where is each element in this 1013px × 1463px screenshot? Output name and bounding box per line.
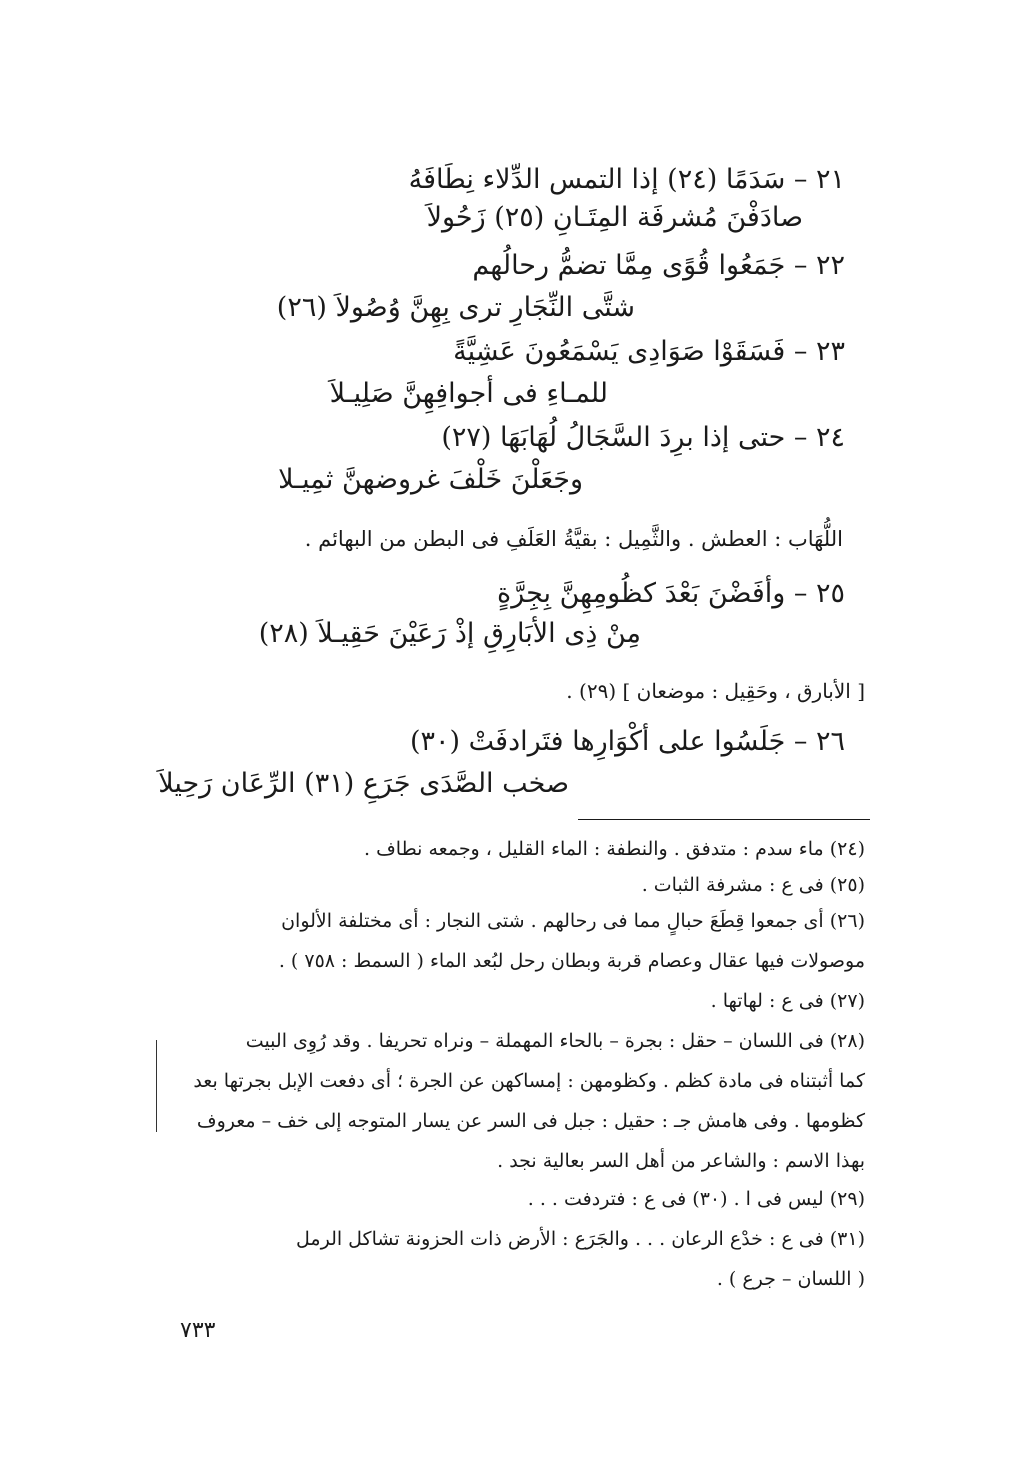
verse-26-first-hemistich: ٢٦ – جَلَسُوا على أكْوَارِها فتَرادفَتْ (٣٠)	[409, 726, 845, 757]
footnote-28-line-4: بهذا الاسم : والشاعر من أهل السر بعالية نجد .	[497, 1150, 865, 1172]
footnote-31-line-1: (٣١) فى ع : خدْع الرعان . . . والجَرَع : الأرض ذات الحزونة تشاكل الرمل	[296, 1228, 865, 1250]
footnote-25: (٢٥) فى ع : مشرفة الثبات .	[641, 874, 865, 896]
verse-21-second-hemistich: صادَفْنَ مُشرفَة المِتَـانِ (٢٥) زَحُولاَ	[426, 202, 803, 233]
footnote-26-line-2: موصولات فيها عقال وعصام قربة وبطان رحل لبُعد الماء ( السمط : ٧٥٨ ) .	[278, 950, 865, 972]
gloss-lines-1: اللُّهَاب : العطش . والثَّمِيل : بقيَّةُ العَلَفِ فى البطن من البهائم .	[304, 527, 843, 551]
footnote-31-line-2: ( اللسان – جرع ) .	[716, 1268, 865, 1290]
verse-24-first-hemistich: ٢٤ – حتى إذا برِدَ السَّجَالُ لُهَابَهَا (٢٧)	[441, 422, 845, 453]
gloss-lines-2: [ الأبارق ، وحَقِيل : موضعان ] (٢٩) .	[566, 679, 865, 703]
verse-21-first-hemistich: ٢١ – سَدَمًا (٢٤) إذا التمس الدِّلاء نِطَافَهُ	[408, 164, 845, 195]
footnote-26-line-1: (٢٦) أى جمعوا قِطَعَ حبالٍ مما فى رحالهم . شتى النجار : أى مختلفة الألوان	[281, 910, 865, 932]
verse-23-second-hemistich: للمـاءِ فى أجوافِهِنَّ صَلِيـلاَ	[329, 378, 608, 409]
footnote-28-line-2: كما أثبتناه فى مادة كظم . وكظومهن : إمساكهن عن الجرة ؛ أى دفعت الإبل بجرتها بعد	[193, 1070, 865, 1092]
footnote-29-30: (٢٩) ليس فى ا . (٣٠) فى ع : فتردفت . . .	[527, 1188, 865, 1210]
footnote-separator	[578, 819, 870, 820]
footnote-28-line-3: كظومها . وفى هامش جـ : حقيل : جبل فى السر عن يسار المتوجه إلى خف – معروف	[196, 1110, 865, 1132]
verse-22-first-hemistich: ٢٢ – جَمَعُوا قُوًى مِمَّا تضمُّ رحالُهم	[472, 250, 845, 281]
verse-22-second-hemistich: شتَّى النِّجَارِ ترى بِهِنَّ وُصُولاَ (٢٦)	[276, 292, 635, 323]
verse-25-first-hemistich: ٢٥ – وأفَضْنَ بَعْدَ كظُومِهِنَّ بِجِرَّةٍ	[497, 578, 845, 609]
margin-bracket	[156, 1040, 167, 1132]
verse-26-second-hemistich: صخب الصَّدَى جَرَعِ (٣١) الرِّعَان رَحِيلاَ	[158, 768, 569, 799]
verse-25-second-hemistich: مِنْ ذِى الأبَارِقِ إذْ رَعَيْنَ حَقِيـلاَ (٢٨)	[258, 618, 641, 649]
verse-23-first-hemistich: ٢٣ – فَسَقَوْا صَوَادِى يَسْمَعُونَ عَشِيَّةً	[453, 336, 845, 367]
verse-24-second-hemistich: وجَعَلْنَ خَلْفَ غروضهنَّ ثمِيـلا	[278, 464, 583, 495]
footnote-28-line-1: (٢٨) فى اللسان – حقل : بجرة – بالحاء المهملة – ونراه تحريفا . وقد رُوِى البيت	[245, 1030, 865, 1052]
footnote-27: (٢٧) فى ع : لهاتها .	[710, 990, 865, 1012]
footnote-24: (٢٤) ماء سدم : متدفق . والنطفة : الماء القليل ، وجمعه نطاف .	[364, 838, 865, 860]
page-number: ٧٣٣	[180, 1318, 216, 1343]
